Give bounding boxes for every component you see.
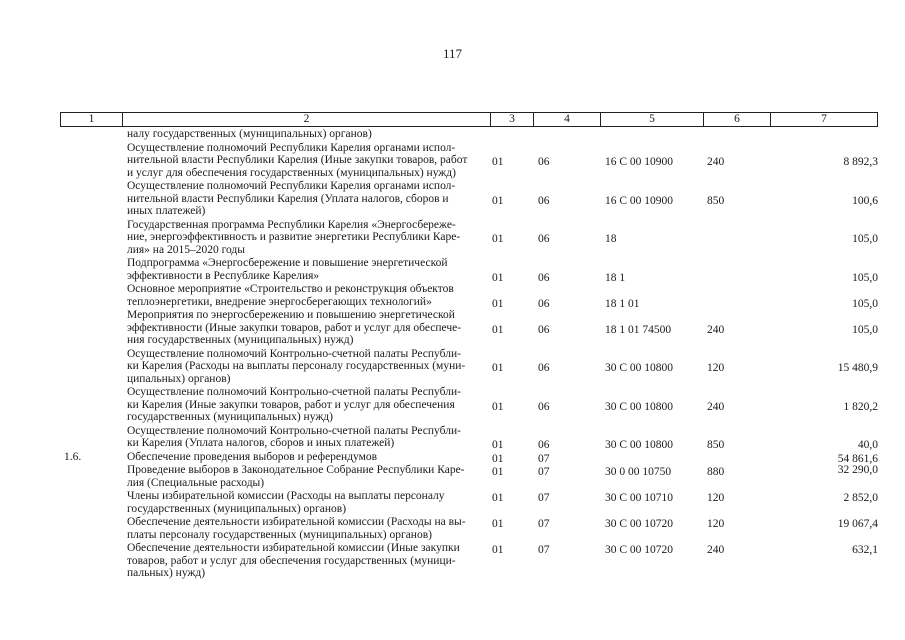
amount: 8 892,3 <box>843 156 878 168</box>
expense-type-code: 240 <box>707 323 725 336</box>
amount: 105,0 <box>852 233 878 245</box>
row-description <box>127 257 487 282</box>
amount: 100,6 <box>852 194 878 207</box>
row-description <box>127 348 487 386</box>
amount: 105,0 <box>852 271 878 284</box>
section-code: 01 <box>492 466 504 478</box>
description-line: теплоэнергетики, внедрение энергосберегающих технологий» <box>127 295 432 308</box>
row-description <box>127 516 487 541</box>
description-line: эффективности (Иные закупки товаров, работ и услуг для обеспече- <box>127 321 462 334</box>
section-code: 01 <box>492 518 504 530</box>
table-row <box>60 348 878 387</box>
description-line: Государственная программа Республики Карелия «Энергосбереже- <box>127 218 456 231</box>
table-row <box>60 257 878 283</box>
amount: 15 480,9 <box>837 362 878 374</box>
row-description <box>127 490 487 515</box>
amount: 19 067,4 <box>837 518 878 530</box>
header-col-5: 5 <box>601 113 704 126</box>
row-description <box>127 128 487 141</box>
expense-type-code: 850 <box>707 439 725 451</box>
amount: 105,0 <box>852 297 878 310</box>
description-line: иных платежей) <box>127 205 206 217</box>
target-article-code: 30 С 00 10720 <box>605 518 674 530</box>
target-article-code: 18 1 <box>605 271 626 284</box>
description-line: Обеспечение проведения выборов и референдумов <box>127 450 378 463</box>
table-row <box>60 283 878 309</box>
description-line: Обеспечение деятельности избирательной комиссии (Иные закупки <box>127 542 460 554</box>
description-line: товаров, работ и услуг для обеспечения государственных (муници- <box>127 554 456 567</box>
row-description <box>127 542 487 580</box>
expense-type-code: 120 <box>707 362 725 374</box>
row-description <box>127 451 487 464</box>
subsection-code: 07 <box>538 518 550 530</box>
description-line: эффективности в Республике Карелия» <box>127 269 320 282</box>
subsection-code: 06 <box>538 271 550 284</box>
subsection-code: 06 <box>538 400 550 413</box>
amount: 1 820,2 <box>843 400 878 413</box>
section-code: 01 <box>492 271 504 284</box>
amount: 105,0 <box>852 323 878 336</box>
page-number: 117 <box>442 46 463 61</box>
table-row <box>60 542 878 581</box>
description-line: Члены избирательной комиссии (Расходы на выплаты персоналу <box>127 490 445 502</box>
description-line: нительной власти Республики Карелия (Иные закупки товаров, работ <box>127 154 468 166</box>
description-line: лия (Специальные расходы) <box>127 476 265 489</box>
description-line: ние, энергоэффективность и развитие энергетики Республики Каре- <box>127 231 461 243</box>
description-line: Мероприятия по энергосбережению и повышению энергетической <box>127 309 455 321</box>
expense-type-code: 120 <box>707 492 725 504</box>
row-description <box>127 180 487 218</box>
header-col-2: 2 <box>123 113 491 126</box>
expense-type-code: 850 <box>707 194 725 207</box>
header-col-4: 4 <box>534 113 601 126</box>
subsection-code: 07 <box>538 466 550 478</box>
row-number: 1.6. <box>64 450 82 463</box>
section-code: 01 <box>492 452 504 465</box>
table-row <box>60 309 878 348</box>
subsection-code: 06 <box>538 194 550 207</box>
description-line: Подпрограмма «Энергосбережение и повышение энергетической <box>127 257 448 269</box>
description-line: лия» на 2015–2020 годы <box>127 243 245 256</box>
target-article-code: 30 0 00 10750 <box>605 466 672 478</box>
expense-type-code: 240 <box>707 156 725 168</box>
row-description <box>127 283 487 308</box>
description-line: ния государственных (муниципальных) нужд) <box>127 334 354 346</box>
amount: 32 290,0 <box>837 464 878 476</box>
section-code: 01 <box>492 439 504 451</box>
section-code: 01 <box>492 544 504 556</box>
subsection-code: 06 <box>538 362 550 374</box>
target-article-code: 30 С 00 10800 <box>605 362 674 374</box>
subsection-code: 06 <box>538 297 550 310</box>
row-description <box>127 386 487 424</box>
subsection-code: 06 <box>538 156 550 168</box>
header-col-6: 6 <box>704 113 771 126</box>
target-article-code: 30 С 00 10800 <box>605 439 674 451</box>
table-row <box>60 451 878 465</box>
target-article-code: 16 С 00 10900 <box>605 194 674 207</box>
section-code: 01 <box>492 492 504 504</box>
description-line: и услуг для обеспечения государственных (муниципальных) нужд) <box>127 166 456 179</box>
description-line: Осуществление полномочий Республики Карелия органами испол- <box>127 180 456 192</box>
description-line: ки Карелия (Расходы на выплаты персоналу государственных (муни- <box>127 360 466 372</box>
section-code: 01 <box>492 323 504 336</box>
description-line: государственных (муниципальных) органов) <box>127 502 347 515</box>
description-line: Осуществление полномочий Контрольно-счетной палаты Республи- <box>127 347 461 360</box>
table-row <box>60 142 878 181</box>
table-row <box>60 425 878 451</box>
description-line: Осуществление полномочий Контрольно-счетной палаты Республи- <box>127 424 461 437</box>
description-line: государственных (муниципальных) нужд) <box>127 411 333 423</box>
section-code: 01 <box>492 233 504 245</box>
description-line: Основное мероприятие «Строительство и реконструкция объектов <box>127 283 454 295</box>
table-row <box>60 490 878 516</box>
expense-type-code: 120 <box>707 518 725 530</box>
section-code: 01 <box>492 194 504 207</box>
subsection-code: 07 <box>538 544 550 556</box>
amount: 40,0 <box>857 439 878 451</box>
table-row <box>60 128 878 142</box>
amount: 2 852,0 <box>843 492 878 504</box>
subsection-code: 07 <box>538 452 550 465</box>
section-code: 01 <box>492 156 504 168</box>
table-row <box>60 464 878 490</box>
table-row <box>60 219 878 258</box>
description-line: платы персоналу государственных (муниципальных) органов) <box>127 528 432 541</box>
table-header <box>60 112 878 127</box>
subsection-code: 07 <box>538 492 550 504</box>
amount: 632,1 <box>852 544 878 556</box>
target-article-code: 18 1 01 <box>605 297 640 310</box>
expense-type-code: 240 <box>707 400 725 413</box>
header-col-1: 1 <box>61 113 123 126</box>
section-code: 01 <box>492 400 504 413</box>
target-article-code: 18 1 01 74500 <box>605 323 672 336</box>
description-line: Обеспечение деятельности избирательной комиссии (Расходы на вы- <box>127 516 466 528</box>
section-code: 01 <box>492 362 504 374</box>
row-description <box>127 142 487 180</box>
expense-type-code: 240 <box>707 544 725 556</box>
target-article-code: 18 <box>605 233 617 245</box>
amount: 54 861,6 <box>837 452 878 465</box>
row-description <box>127 219 487 257</box>
description-line: Осуществление полномочий Контрольно-счетной палаты Республи- <box>127 386 461 398</box>
row-description <box>127 425 487 450</box>
description-line: Осуществление полномочий Республики Карелия органами испол- <box>127 141 456 154</box>
description-line: ципальных) органов) <box>127 372 231 385</box>
target-article-code: 30 С 00 10800 <box>605 400 674 413</box>
expense-type-code: 880 <box>707 466 725 478</box>
subsection-code: 06 <box>538 233 550 245</box>
target-article-code: 16 С 00 10900 <box>605 156 674 168</box>
description-line: нительной власти Республики Карелия (Уплата налогов, сборов и <box>127 192 449 205</box>
table-row <box>60 516 878 542</box>
header-col-3: 3 <box>491 113 534 126</box>
description-line: Проведение выборов в Законодательное Собрание Республики Каре- <box>127 464 465 476</box>
target-article-code: 30 С 00 10710 <box>605 492 674 504</box>
subsection-code: 06 <box>538 439 550 451</box>
description-line: ки Карелия (Уплата налогов, сборов и иных платежей) <box>127 437 395 449</box>
row-description <box>127 464 487 489</box>
section-code: 01 <box>492 297 504 310</box>
description-line: пальных) нужд) <box>127 567 206 579</box>
header-col-7: 7 <box>821 113 827 125</box>
target-article-code: 30 С 00 10720 <box>605 544 674 556</box>
table-row <box>60 386 878 425</box>
description-line: ки Карелия (Иные закупки товаров, работ и услуг для обеспечения <box>127 398 455 411</box>
description-line: налу государственных (муниципальных) органов) <box>127 128 372 140</box>
row-description <box>127 309 487 347</box>
table-body <box>60 128 878 581</box>
subsection-code: 06 <box>538 323 550 336</box>
table-row <box>60 180 878 219</box>
